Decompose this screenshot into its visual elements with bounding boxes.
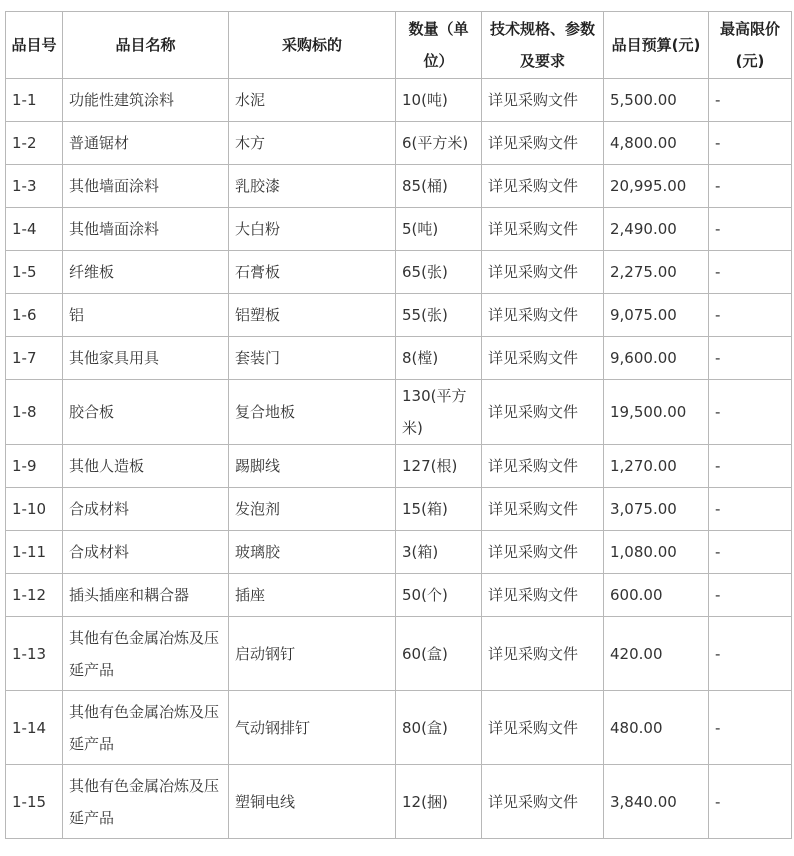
budget-cell: 420.00 — [604, 617, 709, 691]
quantity-cell: 130(平方米) — [396, 380, 482, 445]
item-no-cell: 1-13 — [6, 617, 63, 691]
max-price-cell: - — [709, 251, 792, 294]
table-row — [6, 488, 792, 531]
procurement-object-cell: 木方 — [229, 122, 396, 165]
item-no-cell: 1-14 — [6, 691, 63, 765]
specifications-cell: 详见采购文件 — [482, 765, 604, 839]
procurement-object-cell: 气动钢排钉 — [229, 691, 396, 765]
item-name-cell: 纤维板 — [63, 251, 229, 294]
table-row — [6, 380, 792, 445]
item-no-cell: 1-15 — [6, 765, 63, 839]
item-no-cell: 1-8 — [6, 380, 63, 445]
procurement-object-cell: 水泥 — [229, 79, 396, 122]
max-price-cell: - — [709, 765, 792, 839]
item-name-cell: 其他人造板 — [63, 445, 229, 488]
header-specifications: 技术规格、参数及要求 — [482, 12, 604, 79]
budget-cell: 20,995.00 — [604, 165, 709, 208]
budget-cell: 9,075.00 — [604, 294, 709, 337]
budget-cell: 19,500.00 — [604, 380, 709, 445]
specifications-cell: 详见采购文件 — [482, 574, 604, 617]
procurement-object-cell: 复合地板 — [229, 380, 396, 445]
max-price-cell: - — [709, 122, 792, 165]
specifications-cell: 详见采购文件 — [482, 531, 604, 574]
item-name-cell: 其他有色金属冶炼及压延产品 — [63, 765, 229, 839]
budget-cell: 2,490.00 — [604, 208, 709, 251]
quantity-cell: 65(张) — [396, 251, 482, 294]
item-no-cell: 1-4 — [6, 208, 63, 251]
max-price-cell: - — [709, 165, 792, 208]
item-no-cell: 1-6 — [6, 294, 63, 337]
quantity-cell: 8(樘) — [396, 337, 482, 380]
item-name-cell: 铝 — [63, 294, 229, 337]
item-name-cell: 胶合板 — [63, 380, 229, 445]
procurement-object-cell: 塑铜电线 — [229, 765, 396, 839]
procurement-object-cell: 踢脚线 — [229, 445, 396, 488]
table-row — [6, 691, 792, 765]
budget-cell: 9,600.00 — [604, 337, 709, 380]
specifications-cell: 详见采购文件 — [482, 79, 604, 122]
specifications-cell: 详见采购文件 — [482, 208, 604, 251]
procurement-object-cell: 插座 — [229, 574, 396, 617]
budget-cell: 1,270.00 — [604, 445, 709, 488]
item-name-cell: 其他家具用具 — [63, 337, 229, 380]
budget-cell: 2,275.00 — [604, 251, 709, 294]
item-name-cell: 合成材料 — [63, 488, 229, 531]
max-price-cell: - — [709, 445, 792, 488]
max-price-cell: - — [709, 574, 792, 617]
table-row — [6, 765, 792, 839]
quantity-cell: 3(箱) — [396, 531, 482, 574]
table-row — [6, 79, 792, 122]
header-row — [6, 12, 792, 79]
header-quantity: 数量（单位） — [396, 12, 482, 79]
item-no-cell: 1-3 — [6, 165, 63, 208]
specifications-cell: 详见采购文件 — [482, 617, 604, 691]
budget-cell: 480.00 — [604, 691, 709, 765]
budget-cell: 1,080.00 — [604, 531, 709, 574]
quantity-cell: 10(吨) — [396, 79, 482, 122]
table-row — [6, 251, 792, 294]
specifications-cell: 详见采购文件 — [482, 380, 604, 445]
budget-cell: 5,500.00 — [604, 79, 709, 122]
item-no-cell: 1-9 — [6, 445, 63, 488]
specifications-cell: 详见采购文件 — [482, 691, 604, 765]
item-name-cell: 插头插座和耦合器 — [63, 574, 229, 617]
header-max-price: 最高限价(元) — [709, 12, 792, 79]
max-price-cell: - — [709, 79, 792, 122]
specifications-cell: 详见采购文件 — [482, 165, 604, 208]
procurement-object-cell: 乳胶漆 — [229, 165, 396, 208]
item-name-cell: 其他墙面涂料 — [63, 165, 229, 208]
procurement-object-cell: 套装门 — [229, 337, 396, 380]
quantity-cell: 12(捆) — [396, 765, 482, 839]
specifications-cell: 详见采购文件 — [482, 122, 604, 165]
procurement-object-cell: 铝塑板 — [229, 294, 396, 337]
item-no-cell: 1-5 — [6, 251, 63, 294]
item-name-cell: 其他墙面涂料 — [63, 208, 229, 251]
max-price-cell: - — [709, 691, 792, 765]
budget-cell: 3,075.00 — [604, 488, 709, 531]
table-header — [6, 12, 792, 79]
procurement-object-cell: 启动钢钉 — [229, 617, 396, 691]
max-price-cell: - — [709, 380, 792, 445]
table-row — [6, 445, 792, 488]
max-price-cell: - — [709, 488, 792, 531]
max-price-cell: - — [709, 208, 792, 251]
header-item-no: 品目号 — [6, 12, 63, 79]
quantity-cell: 50(个) — [396, 574, 482, 617]
quantity-cell: 15(箱) — [396, 488, 482, 531]
table-row — [6, 574, 792, 617]
quantity-cell: 80(盒) — [396, 691, 482, 765]
header-item-name: 品目名称 — [63, 12, 229, 79]
procurement-table — [5, 11, 792, 839]
item-no-cell: 1-2 — [6, 122, 63, 165]
header-budget: 品目预算(元) — [604, 12, 709, 79]
item-no-cell: 1-12 — [6, 574, 63, 617]
specifications-cell: 详见采购文件 — [482, 251, 604, 294]
procurement-object-cell: 石膏板 — [229, 251, 396, 294]
quantity-cell: 127(根) — [396, 445, 482, 488]
quantity-cell: 6(平方米) — [396, 122, 482, 165]
table-row — [6, 165, 792, 208]
quantity-cell: 55(张) — [396, 294, 482, 337]
header-procurement-object: 采购标的 — [229, 12, 396, 79]
table-row — [6, 122, 792, 165]
specifications-cell: 详见采购文件 — [482, 337, 604, 380]
table-row — [6, 337, 792, 380]
max-price-cell: - — [709, 617, 792, 691]
item-name-cell: 合成材料 — [63, 531, 229, 574]
table-row — [6, 617, 792, 691]
max-price-cell: - — [709, 294, 792, 337]
specifications-cell: 详见采购文件 — [482, 445, 604, 488]
quantity-cell: 60(盒) — [396, 617, 482, 691]
table-body — [6, 79, 792, 839]
item-no-cell: 1-7 — [6, 337, 63, 380]
specifications-cell: 详见采购文件 — [482, 294, 604, 337]
budget-cell: 3,840.00 — [604, 765, 709, 839]
procurement-object-cell: 大白粉 — [229, 208, 396, 251]
table-row — [6, 531, 792, 574]
item-no-cell: 1-10 — [6, 488, 63, 531]
item-name-cell: 功能性建筑涂料 — [63, 79, 229, 122]
table-row — [6, 208, 792, 251]
item-no-cell: 1-11 — [6, 531, 63, 574]
item-name-cell: 其他有色金属冶炼及压延产品 — [63, 617, 229, 691]
table-row — [6, 294, 792, 337]
procurement-object-cell: 玻璃胶 — [229, 531, 396, 574]
budget-cell: 4,800.00 — [604, 122, 709, 165]
max-price-cell: - — [709, 337, 792, 380]
specifications-cell: 详见采购文件 — [482, 488, 604, 531]
quantity-cell: 5(吨) — [396, 208, 482, 251]
quantity-cell: 85(桶) — [396, 165, 482, 208]
max-price-cell: - — [709, 531, 792, 574]
budget-cell: 600.00 — [604, 574, 709, 617]
item-no-cell: 1-1 — [6, 79, 63, 122]
item-name-cell: 普通锯材 — [63, 122, 229, 165]
item-name-cell: 其他有色金属冶炼及压延产品 — [63, 691, 229, 765]
procurement-object-cell: 发泡剂 — [229, 488, 396, 531]
